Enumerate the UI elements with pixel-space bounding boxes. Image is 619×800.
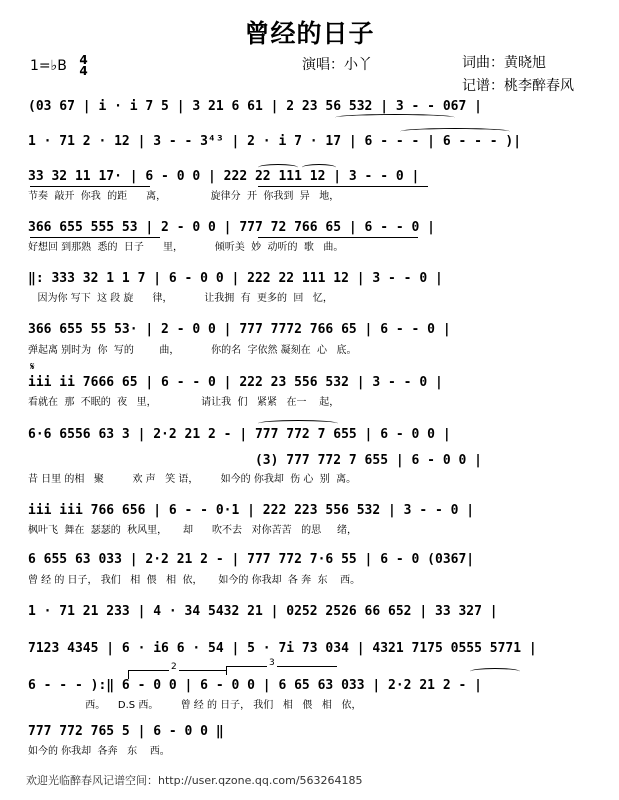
time-bottom: 4: [79, 64, 88, 78]
notation-line-9: iii iii 766 656 | 6 - - 0·1 | 222 223 556 532 | 3 - - 0 |: [28, 503, 475, 518]
lyric-line-5: 因为你 写下 这 段 旋 律， 让我拥 有 更多的 回 忆，: [28, 293, 333, 304]
slur: [302, 164, 336, 171]
lyric-line-14: 如今的 你我却 各奔 东 西。: [28, 746, 170, 757]
composer-credit: 词曲：黄晓旭: [462, 55, 546, 71]
notation-line-12: 7123 4345 | 6 · i6 6 · 54 | 5 · 7i 73 034 | 4321 7175 0555 5771 |: [28, 641, 537, 656]
key-label: 1=♭B: [30, 58, 67, 74]
lyric-line-8: 昔 日里 的相 聚 欢 声 笑 语， 如今的 你我却 伤 心 别 离。: [28, 474, 357, 485]
notation-line-6: 366 655 55 53· | 2 - 0 0 | 777 7772 766 65 | 6 - - 0 |: [28, 322, 451, 337]
lyric-line-6: 弹起离 别时为 你 写的 曲， 你的名 字依然 凝刻在 心 底。: [28, 345, 357, 356]
notation-line-10: 6 655 63 033 | 2·2 21 2 - | 777 772 7·6 55 | 6 - 0 (0367|: [28, 552, 475, 567]
song-title: 曾经的日子: [244, 19, 375, 48]
notation-line-2: 1 · 71 2 · 12 | 3 - - 3⁴³ | 2 · i 7 · 17 | 6 - - - | 6 - - - )|: [28, 134, 522, 149]
beam-line: [30, 186, 150, 187]
transcriber-credit: 记谱：桃李醉春风: [462, 78, 574, 94]
lyric-line-7: 看就在 那 不眠的 夜 里， 请让我 们 紧紧 在一 起，: [28, 397, 340, 408]
notation-line-3: 33 32 11 17· | 6 - 0 0 | 222 22 111 12 | 3 - - 0 |: [28, 169, 420, 184]
notation-line-14: 777 772 765 5 | 6 - 0 0 ‖: [28, 724, 224, 739]
slur: [258, 164, 298, 171]
tie: [400, 128, 510, 135]
notation-line-13: 6 - - - ):‖ 6 - 0 0 | 6 - 0 0 | 6 65 63 033 | 2·2 21 2 - |: [28, 678, 482, 693]
beam-line: [258, 237, 418, 238]
notation-line-4: 366 655 555 53 | 2 - 0 0 | 777 72 766 65 | 6 - - 0 |: [28, 220, 435, 235]
notation-line-5: ‖: 333 32 1 1 7 | 6 - 0 0 | 222 22 111 12 | 3 - - 0 |: [28, 271, 443, 286]
time-signature: [79, 55, 87, 77]
volta-2-number: 3: [269, 658, 275, 668]
tie: [335, 114, 455, 121]
lyric-line-4: 好想回 到那熟 悉的 日子 里， 倾听美 妙 动听的 歌 曲。: [28, 242, 344, 253]
lyric-line-10: 曾 经 的 日子， 我们 相 偎 相 依， 如今的 你我却 各 奔 东 西。: [28, 575, 361, 586]
notation-line-8b: (3) 777 772 7 655 | 6 - 0 0 |: [28, 453, 482, 468]
time-top: 4: [79, 53, 88, 67]
volta-bracket-2: [226, 658, 337, 675]
slur: [470, 668, 520, 675]
slur: [258, 420, 338, 427]
notation-line-11: 1 · 71 21 233 | 4 · 34 5432 21 | 0252 2526 66 652 | 33 327 |: [28, 604, 498, 619]
notation-line-7: iii ii 7666 65 | 6 - - 0 | 222 23 556 532 | 3 - - 0 |: [28, 375, 443, 390]
key-signature: [30, 55, 88, 77]
notation-line-1: (03 67 | i · i 7 5 | 3 21 6 61 | 2 23 56 532 | 3 - - 067 |: [28, 99, 482, 114]
lyric-line-9: 枫叶飞 舞在 瑟瑟的 秋风里， 却 吹不去 对你苦苦 的思 绪，: [28, 525, 358, 536]
footer-credit: 欢迎光临醉春风记谱空间：http://user.qzone.qq.com/563264185: [26, 774, 363, 787]
beam-line: [258, 186, 428, 187]
segno-sign: 𝄋: [30, 360, 35, 373]
beam-line: [30, 237, 160, 238]
singer-credit: 演唱：小丫: [302, 57, 372, 73]
notation-line-8: 6·6 6556 63 3 | 2·2 21 2 - | 777 772 7 655 | 6 - 0 0 |: [28, 427, 451, 442]
volta-1-number: 2: [171, 662, 177, 672]
lyric-line-3: 节奏 敲开 你我 的距 离， 旋律分 开 你我到 异 地，: [28, 191, 340, 202]
lyric-line-13: 西。 D.S 西。 曾 经 的 日子， 我们 相 偎 相 依，: [28, 700, 362, 711]
